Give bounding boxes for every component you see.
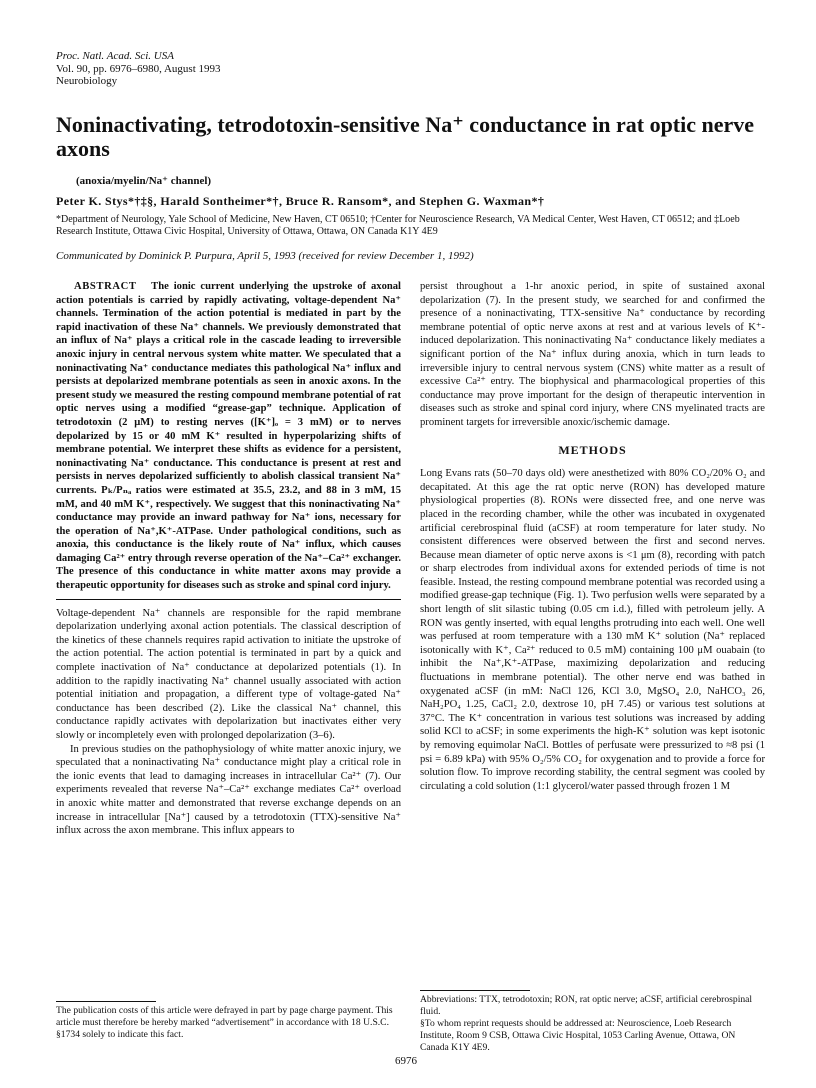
abstract-text: The ionic current underlying the upstroke of axonal action potentials is carried by rapidly activating, voltage-dependent Na⁺ channels. Termination of the action potential is mediated in part by the rapid inactivation of these Na⁺ channels. We previously demonstrated that an influx of Na⁺ plays a critical role in the cascade leading to irreversible anoxic injury in central nervous system white matter. We speculated that a noninactivating Na⁺ conductance mediates this pathological Na⁺ influx and persists at depolarized membrane potentials as seen in anoxic axons. In the present study we measured the resting compound membrane potential of rat optic nerves using a modified “grease-gap” technique. Application of tetrodotoxin (2 μM) to resting nerves ([K⁺]ₒ = 3 mM) or to nerves depolarized by 15 or 40 mM K⁺ resulted in hyperpolarizing shifts of membrane potential. We interpret these shifts as evidence for a persistent, noninactivating Na⁺ conductance. This conductance is present at rest and persists in nerves depolarized sufficiently to abolish classical transient Na⁺ currents. Pₖ/Pₙₐ ratios were estimated at 35.5, 23.2, and 88 in 3 mM, 15 mM, and 40 mM K⁺, respectively. We suggest that this noninactivating Na⁺ conductance may provide an inward pathway for Na⁺ ions, necessary for the operation of Na⁺,K⁺-ATPase. Under pathological conditions, such as anoxia, this conductance is the likely route of Na⁺ influx, which causes damaging Ca²⁺ entry through reverse operation of the Na⁺–Ca²⁺ exchanger. The presence of this conductance in white matter axons may provide a therapeutic opportunity for diseases such as stroke and spinal cord injury. (56, 281, 401, 592)
left-column (56, 280, 401, 838)
abbreviations-footnote: Abbreviations: TTX, tetrodotoxin; RON, rat optic nerve; aCSF, artificial cerebrospinal fluid. (420, 994, 753, 1017)
footnote-divider (420, 990, 530, 991)
abstract-label: ABSTRACT (74, 281, 137, 292)
publication-cost-footnote (56, 1001, 401, 1041)
intro-paragraph: Voltage-dependent Na⁺ channels are responsible for the rapid membrane depolarization underlying axonal action potentials. The classical description of the kinetics of these channels requires rapid activation to initiate the upstroke of the action potential. The action potential is terminated in part by a quick and complete inactivation of Na⁺ conductance at depolarized potentials (1). In addition to the rapidly inactivating Na⁺ channel usually associated with action potential initiation and propagation, a different type of voltage-gated Na⁺ conductance has been described (2). Like the classical Na⁺ channel, this conductance rapidly activates with depolarization but inactivates either very slowly or incompletely even with prolonged depolarization (3–6). (56, 607, 401, 741)
section-name: Neurobiology (56, 75, 118, 87)
abstract (56, 280, 401, 593)
volume-info: Vol. 90, pp. 6976–6980, August 1993 (56, 62, 221, 75)
affiliations: *Department of Neurology, Yale School of Medicine, New Haven, CT 06510; †Center for Neuroscience Research, VA Medical Center, West Haven, CT 06512; and ‡Loeb Research Institute, Ottawa Civic Hospital, University of Ottawa, Ottawa, ON Canada K1Y 4E9 (56, 214, 740, 237)
intro-paragraph: In previous studies on the pathophysiology of white matter anoxic injury, we speculated that a noninactivating Na⁺ conductance might play a critical role in the ionic events that lead to damaging increases in intracellular Ca²⁺ (7). Our experiments revealed that reverse Na⁺–Ca²⁺ exchange mediates Ca²⁺ overload in anoxic white matter and demonstrated that reverse exchange depends on an increase in intracellular [Na⁺] caused by a tetrodotoxin (TTX)-sensitive Na⁺ influx across the axon membrane. This influx appears to (56, 743, 401, 837)
page-number: 6976 (395, 1055, 417, 1067)
methods-paragraph: Long Evans rats (50–70 days old) were anesthetized with 80% CO₂/20% O₂ and decapitated. At this age the rat optic nerve (RON) has developed mature physiological properties (8). RONs were dissected free, and one nerve was placed in the recording chamber, while the other was incubated in oxygenated artificial cerebrospinal fluid (aCSF) at room temperature for later study. No consistent differences were observed between the first and second nerves. Because mean diameter of optic nerve axons is <1 μm (8), recording with patch or sharp electrodes from individual axons for extended periods of time is not feasible. Instead, the resting compound membrane potential was recorded using a modified grease-gap technique (Fig. 1). Two perfusion wells were separated by a short length of slit silastic tubing (0.05 cm i.d.), filled with petroleum jelly. A RON was gently inserted, with equal lengths protruding into each well. One well was perfused at room temperature with a 130 mM K⁺ solution (Na⁺ replaced isotonically with K⁺, Ca²⁺ reduced to 0.5 mM) containing 100 μM ouabain (to inhibit the Na⁺,K⁺-ATPase, maximizing depolarization and reducing fluctuations in membrane potential). The other nerve end was bathed in oxygenated aCSF (in mM: NaCl 126, KCl 3.0, MgSO₄ 2.0, NaHCO₃ 26, NaH₂PO₄ 1.25, CaCl₂ 2.0, dextrose 10, pH 7.45) or various test solutions at 37°C. The K⁺ concentration in various test solutions was increased by adding solid KCl to aCSF; in some experiments the high-K⁺ solution was kept isotonic by removing equimolar NaCl. Bottles of perfusate were pressurized to ≈8 psi (1 psi = 6.89 kPa) with 95% O₂/5% CO₂ for oxygenation and to provide a force for solution flow. To improve recording stability, the central segment was cooled by circulating a cold solution (1:1 glycerol/water passed through frozen 1 M (420, 468, 765, 792)
keywords: (anoxia/myelin/Na⁺ channel) (76, 175, 212, 187)
footnote-text: The publication costs of this article were defrayed in part by page charge payment. This article must therefore be hereby marked “advertisement” in accordance with 18 U.S.C. §1734 solely to indicate this fact. (56, 1005, 393, 1040)
author-list: Peter K. Stys*†‡§, Harald Sontheimer*†, Bruce R. Ransom*, and Stephen G. Waxman*† (56, 194, 545, 208)
methods-heading: METHODS (558, 442, 627, 457)
intro-continuation: persist throughout a 1-hr anoxic period, in spite of sustained axonal depolarization (7). In the present study, we searched for and confirmed the presence of a noninactivating, TTX-sensitive Na⁺ conductance by recording membrane potential of optic nerve axons at rest and at various levels of K⁺-induced depolarization. This noninactivating Na⁺ conductance likely mediates a significant portion of the Na⁺ influx during anoxia, which in turn leads to irreversible injury to central nervous system (CNS) white matter as a result of excessive Ca²⁺ entry. The biophysical and pharmacological properties of this conductance may prove important for the design of therapeutic intervention in diseases such as stroke and spinal cord injury, where CNS myelinated tracts are prominent targets for irreversible anoxic/ischemic damage. (420, 281, 765, 428)
journal-header (56, 50, 221, 88)
footnote-divider (56, 1001, 156, 1002)
communicated-by: Communicated by Dominick P. Purpura, April 5, 1993 (received for review December 1, 1992) (56, 250, 474, 262)
article-title: Noninactivating, tetrodotoxin-sensitive Na⁺ conductance in rat optic nerve axons (56, 112, 755, 161)
abstract-divider (56, 599, 401, 600)
journal-name: Proc. Natl. Acad. Sci. USA (56, 50, 174, 62)
right-footnotes (420, 990, 765, 1054)
reprint-footnote: §To whom reprint requests should be addressed at: Neuroscience, Loeb Research Institute, Room 9 CSB, Ottawa Civic Hospital, 1053 Carling Avenue, Ottawa, ON Canada K1Y 4E9. (420, 1018, 736, 1053)
right-column (420, 280, 765, 793)
